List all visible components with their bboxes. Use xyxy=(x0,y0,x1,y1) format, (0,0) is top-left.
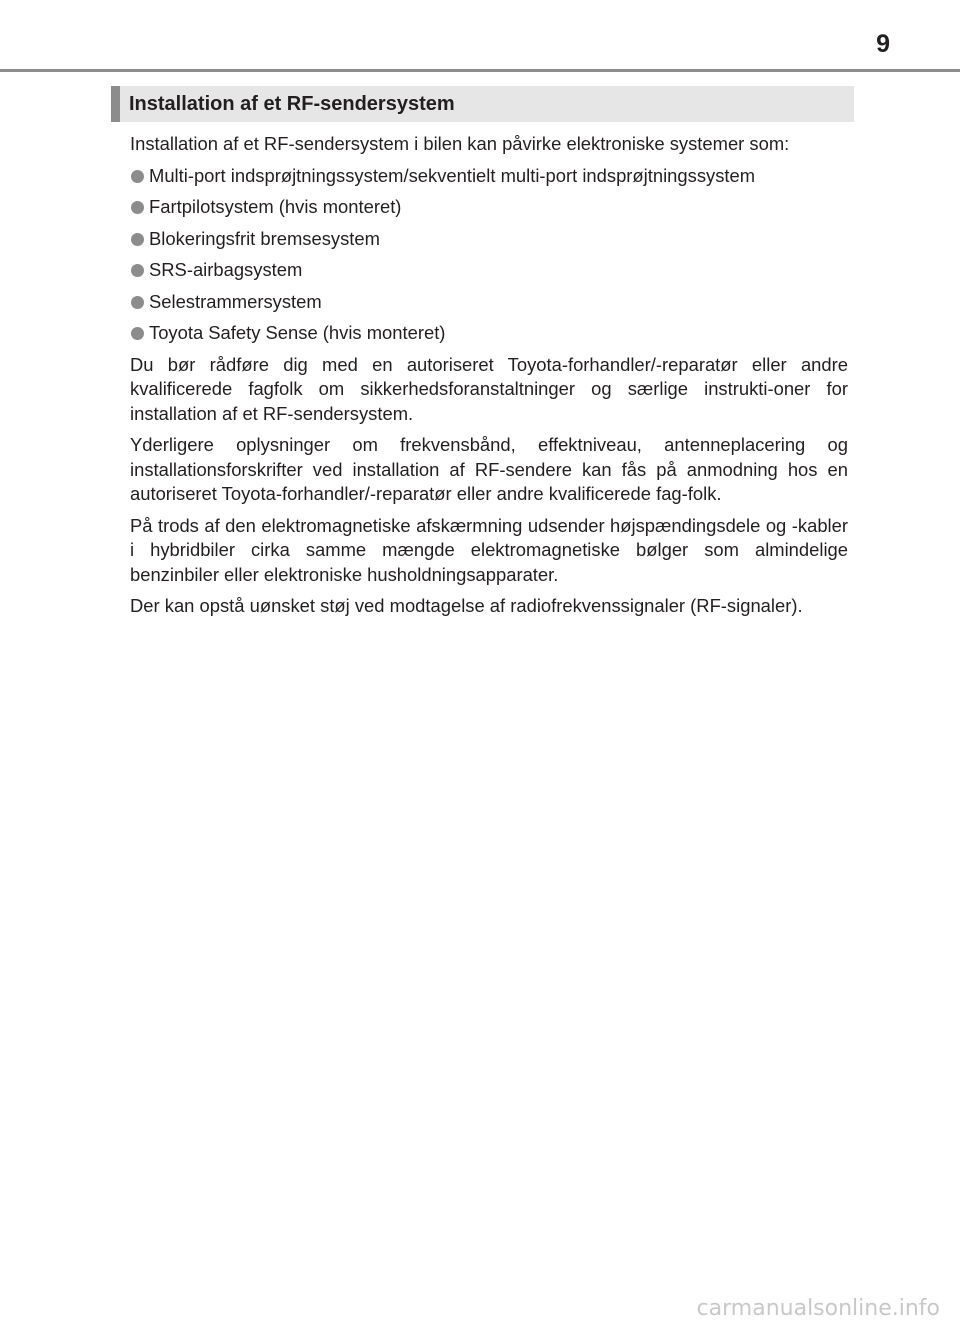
list-item xyxy=(130,321,848,346)
bullet-list xyxy=(130,164,848,346)
list-item-text: SRS-airbagsystem xyxy=(149,259,303,280)
section-title: Installation af et RF-sendersystem xyxy=(129,93,455,115)
list-item xyxy=(130,258,848,283)
body-paragraph: På trods af den elektromagnetiske afskærmning udsender højspændingsdele og -kabler i hybridbiler cirka samme mængde elektromagnetiske bølger som almindelige benzinbiler eller elektroniske husholdningsapparater. xyxy=(130,514,848,585)
list-item-text: Blokeringsfrit bremsesystem xyxy=(149,227,380,249)
bullet-circle-icon xyxy=(131,327,144,340)
watermark: carmanualsonline.info xyxy=(696,1296,940,1321)
page-number: 9 xyxy=(876,30,890,58)
list-item xyxy=(130,164,848,189)
section-header xyxy=(111,86,854,122)
list-item-text: Fartpilotsystem (hvis monteret) xyxy=(149,196,402,217)
list-item-text: Selestrammersystem xyxy=(149,290,322,312)
list-item xyxy=(130,195,848,220)
bullet-circle-icon xyxy=(131,296,144,309)
section-body xyxy=(130,132,848,626)
body-paragraph: Der kan opstå uønsket støj ved modtagelse af radiofrekvenssignaler (RF-signaler). xyxy=(130,595,803,616)
intro-paragraph: Installation af et RF-sendersystem i bilen kan påvirke elektroniske systemer som: xyxy=(130,133,790,154)
list-item xyxy=(130,227,848,252)
body-paragraph: Du bør rådføre dig med en autoriseret Toyota-forhandler/-reparatør eller andre kvalificerede fagfolk om sikkerhedsforanstaltninger og særlige instrukti-oner for installation af et RF-sendersystem. xyxy=(130,353,848,424)
bullet-circle-icon xyxy=(131,201,144,214)
list-item xyxy=(130,290,848,315)
body-paragraph: Yderligere oplysninger om frekvensbånd, effektniveau, antenneplacering og installationsforskrifter ved installation af RF-sendere kan fås på anmodning hos en autoriseret Toyota-forhandler/-reparatør eller andre kvalificerede fag-folk. xyxy=(130,434,848,504)
list-item-text: Toyota Safety Sense (hvis monteret) xyxy=(149,322,446,343)
bullet-circle-icon xyxy=(131,170,144,183)
top-divider xyxy=(0,69,960,72)
list-item-text: Multi-port indsprøjtningssystem/sekventielt multi-port indsprøjtningssystem xyxy=(149,164,756,186)
bullet-circle-icon xyxy=(131,233,144,246)
bullet-circle-icon xyxy=(131,264,144,277)
